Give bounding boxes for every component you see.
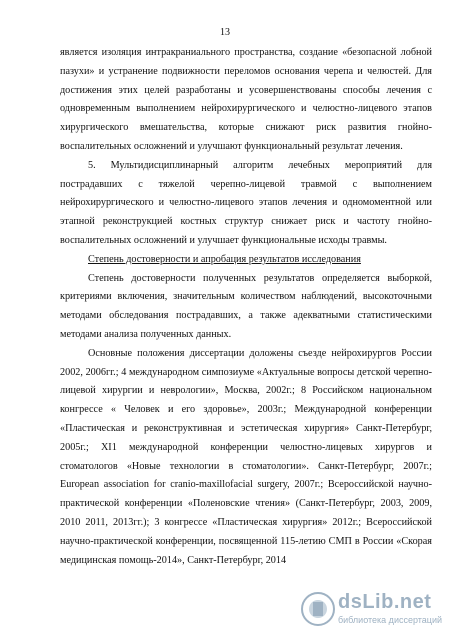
section-heading: [60, 251, 432, 270]
paragraph-2: 5. Мультидисциплинарный алгоритм лечебных мероприятий для пострадавших с тяжелой черепно-лицевой травмой с выполнением нейрохирургического и челюстно-лицевого этапов лечения и одномоментной или этапной реконструкцией костных структур снижает риск и частоту гнойно-воспалительных осложнений и улучшает функциональные исходы травмы.: [60, 159, 432, 246]
watermark-title: dsLib.net: [338, 591, 432, 613]
paragraph-4: Основные положения диссертации доложены съезде нейрохирургов России 2002, 2006гг.; 4 международном симпозиуме «Актуальные вопросы детской черепно-лицевой хирургии и неврологии», Москва, 2002г.; 8 Российском национальном конгрессе « Человек и его здоровье», 2003г.; Международной конференции «Пластическая и реконструктивная и эстетическая хирургия» Санкт-Петербург, 2005г.; XI1 международной конференции челюстно-лицевых хирургов и стоматологов «Новые технологии в стоматологии». Санкт-Петербург, 2007г.; European association for cranio-maxillofacial surgery, 2007г.; Всероссийской научно-практической конференции «Поленовские чтения» (Санкт-Петербург, 2003, 2009, 2010 2011, 2013гг.); 3 конгрессе «Пластическая хирургия» 2012г.; Всероссийской научно-практической конференции, посвященной 115-летию СМП в России «Скорая медицинская помощь-2014», Санкт-Петербург, 2014: [60, 347, 432, 566]
paragraph-3: Степень достоверности полученных результатов определяется выборкой, критериями включения, значительным количеством наблюдений, высокоточными методами обследования пострадавших, а также адекватными статистическими методами анализа полученных данных.: [60, 272, 432, 340]
document-body: [60, 44, 432, 570]
paragraph-1: является изоляция интракраниального пространства, создание «безопасной лобной пазухи» и устранение подвижности переломов основания черепа и челюстей. Для достижения этих целей разработаны и усовершенствованы способы лечения с одновременным выполнением нейрохирургического и челюстно-лицевого этапов хирургического вмешательства, которые снижают риск развития гнойно-воспалительных осложнений и улучшают функциональный результат лечения.: [60, 47, 432, 152]
watermark-subtitle: библиотека диссертаций: [338, 615, 443, 625]
section-heading-text: Степень достоверности и апробация результатов исследования: [88, 253, 361, 265]
dslib-logo-icon: [300, 591, 336, 627]
watermark: [300, 591, 443, 631]
page-number: 13: [220, 27, 230, 38]
